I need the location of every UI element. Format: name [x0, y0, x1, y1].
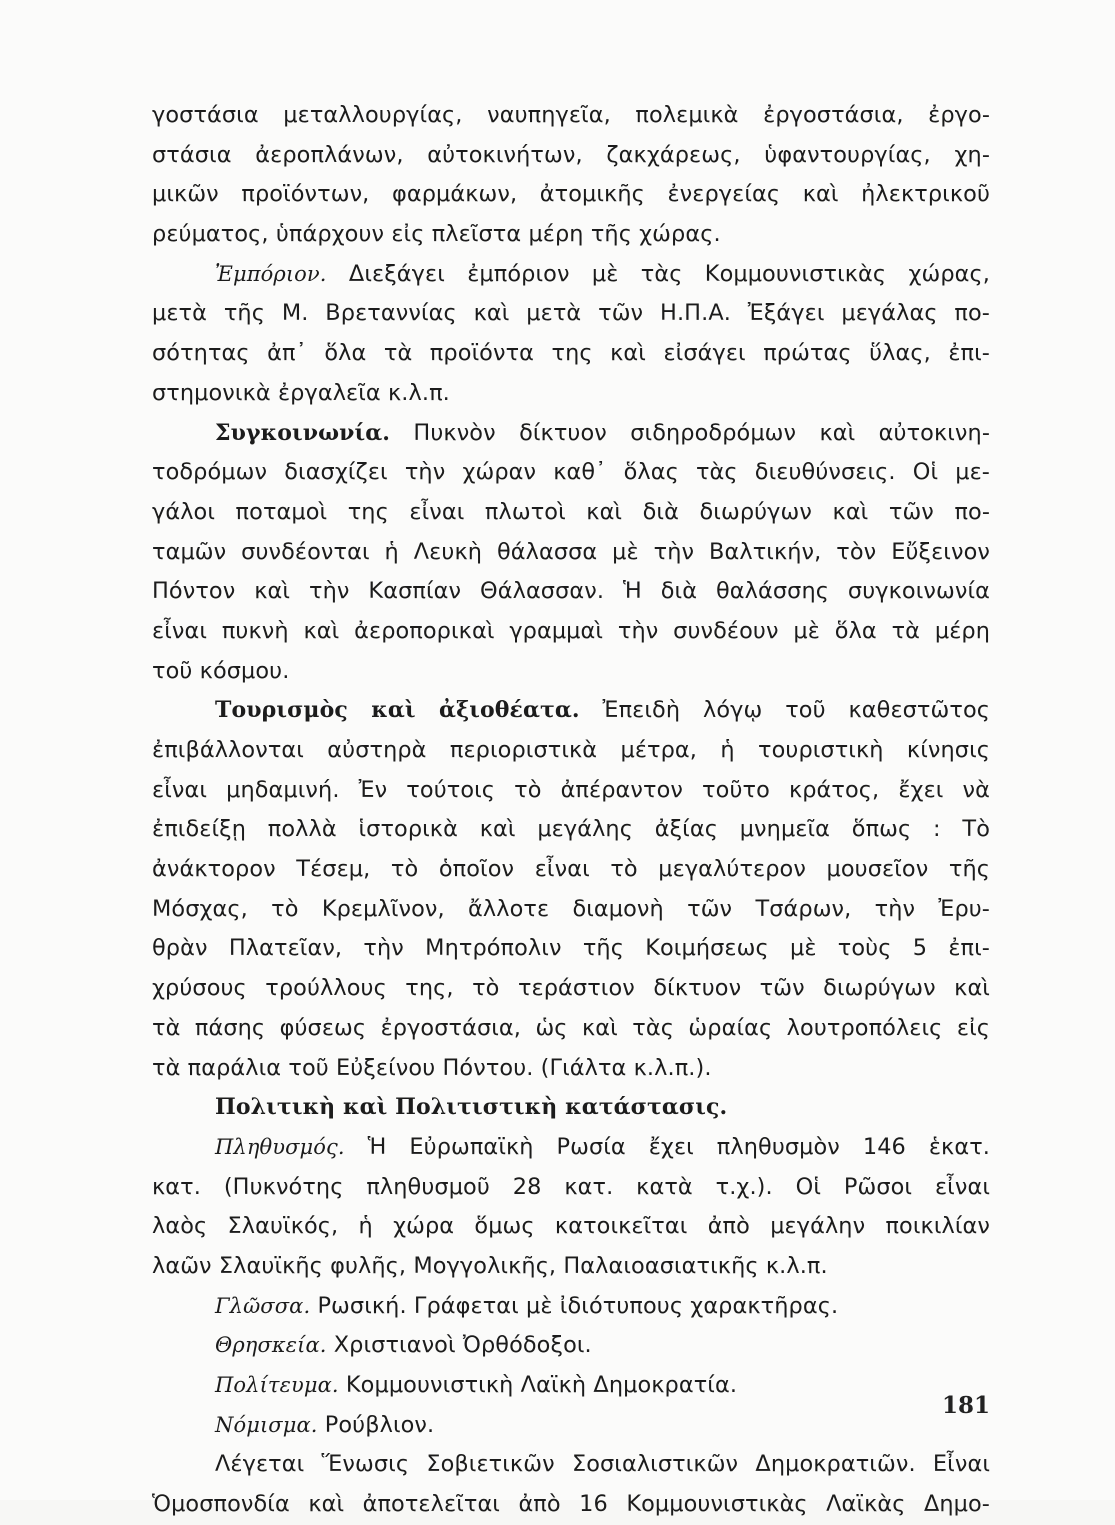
text-line: [152, 136, 990, 176]
text-line: [152, 1128, 990, 1168]
text-run: τὰ παράλια τοῦ Εὐξείνου Πόντου. (Γιάλτα κ.λ.π.).: [152, 1054, 712, 1081]
text-line: [152, 96, 990, 136]
text-line: [152, 1207, 990, 1247]
text-line: [152, 1168, 990, 1208]
text-run: Ρούβλιον.: [317, 1411, 435, 1438]
text-run: τοδρόμων διασχίζει τὴν χώραν καθ᾽ ὅλας τὰς διευθύνσεις. Οἱ με-: [152, 459, 990, 486]
text-line: [152, 1009, 990, 1049]
text-line: [152, 929, 990, 969]
text-line: [152, 731, 990, 771]
text-run: Λέγεται Ἕνωσις Σοβιετικῶν Σοσιαλιστικῶν Δημοκρατιῶν. Εἶναι: [215, 1451, 990, 1478]
text-run: ἐπιβάλλονται αὐστηρὰ περιοριστικὰ μέτρα, ἡ τουριστικὴ κίνησις: [152, 737, 990, 763]
text-line: [152, 810, 990, 850]
text-line: [152, 612, 990, 652]
text-line: [152, 1326, 990, 1366]
section-heading: Τουρισμὸς καὶ ἀξιοθέατα.: [215, 697, 580, 724]
text-line: [152, 414, 990, 454]
text-run: γοστάσια μεταλλουργίας, ναυπηγεῖα, πολεμικὰ ἐργοστάσια, ἐργο-: [152, 102, 990, 128]
text-line: [152, 453, 990, 493]
text-line: [152, 294, 990, 334]
text-run: τοῦ κόσμου.: [152, 657, 290, 684]
text-line: [152, 493, 990, 533]
text-line: [152, 215, 990, 255]
text-run: ταμῶν συνδέονται ἡ Λευκὴ θάλασσα μὲ τὴν Βαλτικήν, τὸν Εὔξεινον: [152, 538, 990, 565]
italic-term: Θρησκεία.: [215, 1333, 327, 1358]
text-line: [152, 1247, 990, 1287]
section-heading: Συγκοινωνία.: [215, 419, 391, 446]
text-line: [152, 1287, 990, 1327]
text-run: Ρωσική. Γράφεται μὲ ἰδιότυπους χαρακτῆρας.: [310, 1292, 839, 1319]
text-line: [152, 1366, 990, 1406]
text-run: Ὁμοσπονδία καὶ ἀποτελεῖται ἀπὸ 16 Κομμουνιστικὰς Λαϊκὰς Δημο-: [152, 1491, 990, 1518]
text-run: εἶναι πυκνὴ καὶ ἀεροπορικαὶ γραμμαὶ τὴν συνδέουν μὲ ὅλα τὰ μέρη: [152, 617, 990, 644]
text-run: γάλοι ποταμοὶ της εἶναι πλωτοὶ καὶ διὰ διωρύγων καὶ τῶν πο-: [152, 498, 990, 525]
text-run: ἐπιδείξῃ πολλὰ ἱστορικὰ καὶ μεγάλης ἀξίας μνημεῖα ὅπως : Τὸ: [152, 816, 990, 843]
text-run: θρὰν Πλατεῖαν, τὴν Μητρόπολιν τῆς Κοιμήσεως μὲ τοὺς 5 ἐπι-: [152, 935, 990, 962]
italic-term: Ἐμπόριον.: [215, 261, 327, 286]
text-line: [152, 890, 990, 930]
text-line: [152, 572, 990, 612]
text-run: τὰ πάσης φύσεως ἐργοστάσια, ὡς καὶ τὰς ὡραίας λουτροπόλεις εἰς: [152, 1014, 990, 1041]
text-line: [152, 771, 990, 811]
text-run: στάσια ἀεροπλάνων, αὐτοκινήτων, ζακχάρεως, ὑφαντουργίας, χη-: [152, 141, 990, 168]
text-run: χρύσους τρούλλους της, τὸ τεράστιον δίκτυον τῶν διωρύγων καὶ: [152, 975, 990, 1002]
text-line: [152, 652, 990, 692]
text-line: [152, 1088, 990, 1128]
italic-term: Πολίτευμα.: [215, 1373, 339, 1397]
text-line: [152, 255, 990, 295]
text-run: Πόντον καὶ τὴν Κασπίαν Θάλασσαν. Ἡ διὰ θαλάσσης συγκοινωνία: [152, 578, 990, 605]
text-run: ἀνάκτορον Τέσεμ, τὸ ὁποῖον εἶναι τὸ μεγαλύτερον μουσεῖον τῆς: [152, 856, 990, 883]
text-line: [152, 1406, 990, 1446]
body-text: [152, 96, 990, 1525]
italic-term: Νόμισμα.: [215, 1412, 318, 1437]
italic-term: Γλῶσσα.: [215, 1293, 311, 1318]
text-line: [152, 374, 990, 414]
text-run: Διεξάγει ἐμπόριον μὲ τὰς Κομμουνιστικὰς χώρας,: [326, 260, 990, 287]
text-run: Ἐπειδὴ λόγῳ τοῦ καθεστῶτος: [579, 697, 990, 724]
text-run: μετὰ τῆς Μ. Βρεταννίας καὶ μετὰ τῶν Η.Π.Α. Ἐξάγει μεγάλας πο-: [152, 300, 990, 327]
text-run: λαῶν Σλαυϊκῆς φυλῆς, Μογγολικῆς, Παλαιοασιατικῆς κ.λ.π.: [152, 1252, 828, 1279]
text-run: σότητας ἀπ᾽ ὅλα τὰ προϊόντα της καὶ εἰσάγει πρώτας ὕλας, ἐπι-: [152, 340, 990, 367]
italic-term: Πληθυσμός.: [215, 1134, 345, 1159]
text-run: εἶναι μηδαμινή. Ἐν τούτοις τὸ ἀπέραντον τοῦτο κράτος, ἔχει νὰ: [152, 776, 990, 803]
text-run: μικῶν προϊόντων, φαρμάκων, ἀτομικῆς ἐνεργείας καὶ ἠλεκτρικοῦ: [152, 181, 990, 208]
text-line: [152, 691, 990, 731]
text-line: [152, 969, 990, 1009]
text-line: [152, 175, 990, 215]
text-run: Χριστιανοὶ Ὀρθόδοξοι.: [326, 1332, 592, 1359]
text-line: [152, 850, 990, 890]
text-run: λαὸς Σλαυϊκός, ἡ χώρα ὅμως κατοικεῖται ἀπὸ μεγάλην ποικιλίαν: [152, 1213, 990, 1240]
text-line: [152, 334, 990, 374]
text-run: Κομμουνιστικὴ Λαϊκὴ Δημοκρατία.: [338, 1372, 738, 1398]
text-run: κατ. (Πυκνότης πληθυσμοῦ 28 κατ. κατὰ τ.χ.). Οἱ Ρῶσοι εἶναι: [152, 1173, 990, 1200]
section-heading: Πολιτικὴ καὶ Πολιτιστικὴ κατάστασις.: [215, 1094, 728, 1121]
text-line: [152, 1445, 990, 1485]
text-line: [152, 1485, 990, 1525]
text-run: Ἡ Εὐρωπαϊκὴ Ρωσία ἔχει πληθυσμὸν 146 ἑκατ.: [344, 1133, 990, 1160]
text-run: ρεύματος, ὑπάρχουν εἰς πλεῖστα μέρη τῆς χώρας.: [152, 221, 721, 248]
text-run: στημονικὰ ἐργαλεῖα κ.λ.π.: [152, 379, 450, 406]
text-line: [152, 1049, 990, 1089]
page-number: 181: [942, 1392, 991, 1419]
text-line: [152, 533, 990, 573]
text-run: Μόσχας, τὸ Κρεμλῖνον, ἄλλοτε διαμονὴ τῶν Τσάρων, τὴν Ἐρυ-: [152, 895, 990, 922]
text-run: Πυκνὸν δίκτυον σιδηροδρόμων καὶ αὐτοκινη-: [390, 419, 990, 446]
